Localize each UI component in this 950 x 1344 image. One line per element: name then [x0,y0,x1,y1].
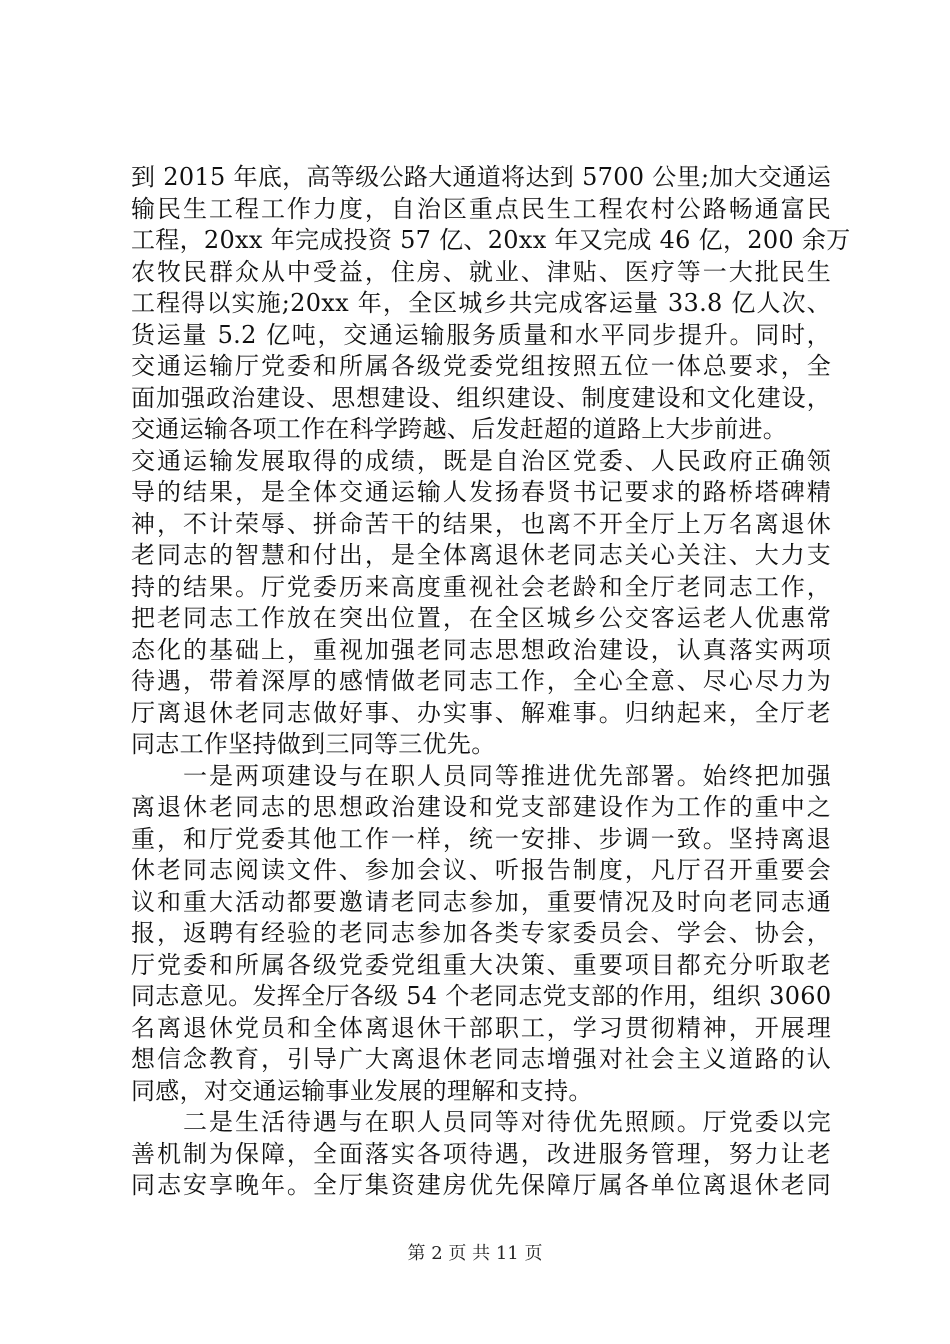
text-line: 输民生工程工作力度，自治区重点民生工程农村公路畅通富民 [131,194,831,223]
text-line: 休老同志阅读文件、参加会议、听报告制度，凡厅召开重要会 [131,856,831,884]
text-line: 同志意见。发挥全厅各级 54 个老同志党支部的作用，组织 3060 [131,982,832,1010]
text-line: 想信念教育，引导广大离退休老同志增强对社会主义道路的认 [131,1045,831,1073]
text-line: 厅党委和所属各级党委党组重大决策、重要项目都充分听取老 [131,950,831,979]
text-line: 工程，20xx 年完成投资 57 亿、20xx 年又完成 46 亿，200 余万 [131,226,851,254]
text-line: 交通运输各项工作在科学跨越、后发赶超的道路上大步前进。 [131,415,788,443]
text-line: 同志安享晚年。全厅集资建房优先保障厅属各单位离退休老同 [131,1171,831,1199]
text-line: 同志工作坚持做到三同等三优先。 [131,730,496,758]
text-line: 同感，对交通运输事业发展的理解和支持。 [131,1076,593,1105]
text-line: 交通运输厅党委和所属各级党委党组按照五位一体总要求，全 [131,352,831,380]
text-line: 名离退休党员和全体离退休干部职工，学习贯彻精神，开展理 [131,1013,831,1042]
body-text [131,162,851,1202]
page-footer: 第 2 页 共 11 页 [407,1243,543,1264]
text-line: 善机制为保障，全面落实各项待遇，改进服务管理，努力让老 [131,1139,831,1168]
text-line: 态化的基础上，重视加强老同志思想政治建设，认真落实两项 [131,635,831,664]
text-line: 把老同志工作放在突出位置，在全区城乡公交客运老人优惠常 [131,604,831,632]
text-line: 待遇，带着深厚的感情做老同志工作，全心全意、尽心尽力为 [131,667,831,695]
text-line: 到 2015 年底，高等级公路大通道将达到 5700 公里;加大交通运 [131,163,831,191]
text-line: 议和重大活动都要邀请老同志参加，重要情况及时向老同志通 [131,887,831,916]
text-line: 一是两项建设与在职人员同等推进优先部署。始终把加强 [131,761,831,790]
text-line: 重，和厅党委其他工作一样，统一安排、步调一致。坚持离退 [131,824,831,853]
text-line: 农牧民群众从中受益，住房、就业、津贴、医疗等一大批民生 [131,257,831,286]
text-line: 神，不计荣辱、拼命苦干的结果，也离不开全厅上万名离退休 [131,509,831,538]
text-line: 导的结果，是全体交通运输人发扬春贤书记要求的路桥塔碑精 [131,478,831,506]
text-line: 离退休老同志的思想政治建设和党支部建设作为工作的重中之 [131,793,831,821]
text-line: 报，返聘有经验的老同志参加各类专家委员会、学会、协会， [131,919,831,947]
text-line: 面加强政治建设、思想建设、组织建设、制度建设和文化建设， [131,383,831,412]
text-line: 持的结果。厅党委历来高度重视社会老龄和全厅老同志工作， [131,572,831,601]
text-line: 厅离退休老同志做好事、办实事、解难事。归纳起来，全厅老 [131,698,831,727]
text-line: 工程得以实施;20xx 年，全区城乡共完成客运量 33.8 亿人次、 [131,289,831,317]
text-line: 老同志的智慧和付出，是全体离退休老同志关心关注、大力支 [131,541,831,569]
text-line: 交通运输发展取得的成绩，既是自治区党委、人民政府正确领 [131,446,831,475]
text-line: 货运量 5.2 亿吨，交通运输服务质量和水平同步提升。同时， [131,320,831,349]
text-line: 二是生活待遇与在职人员同等对待优先照顾。厅党委以完 [131,1108,831,1136]
